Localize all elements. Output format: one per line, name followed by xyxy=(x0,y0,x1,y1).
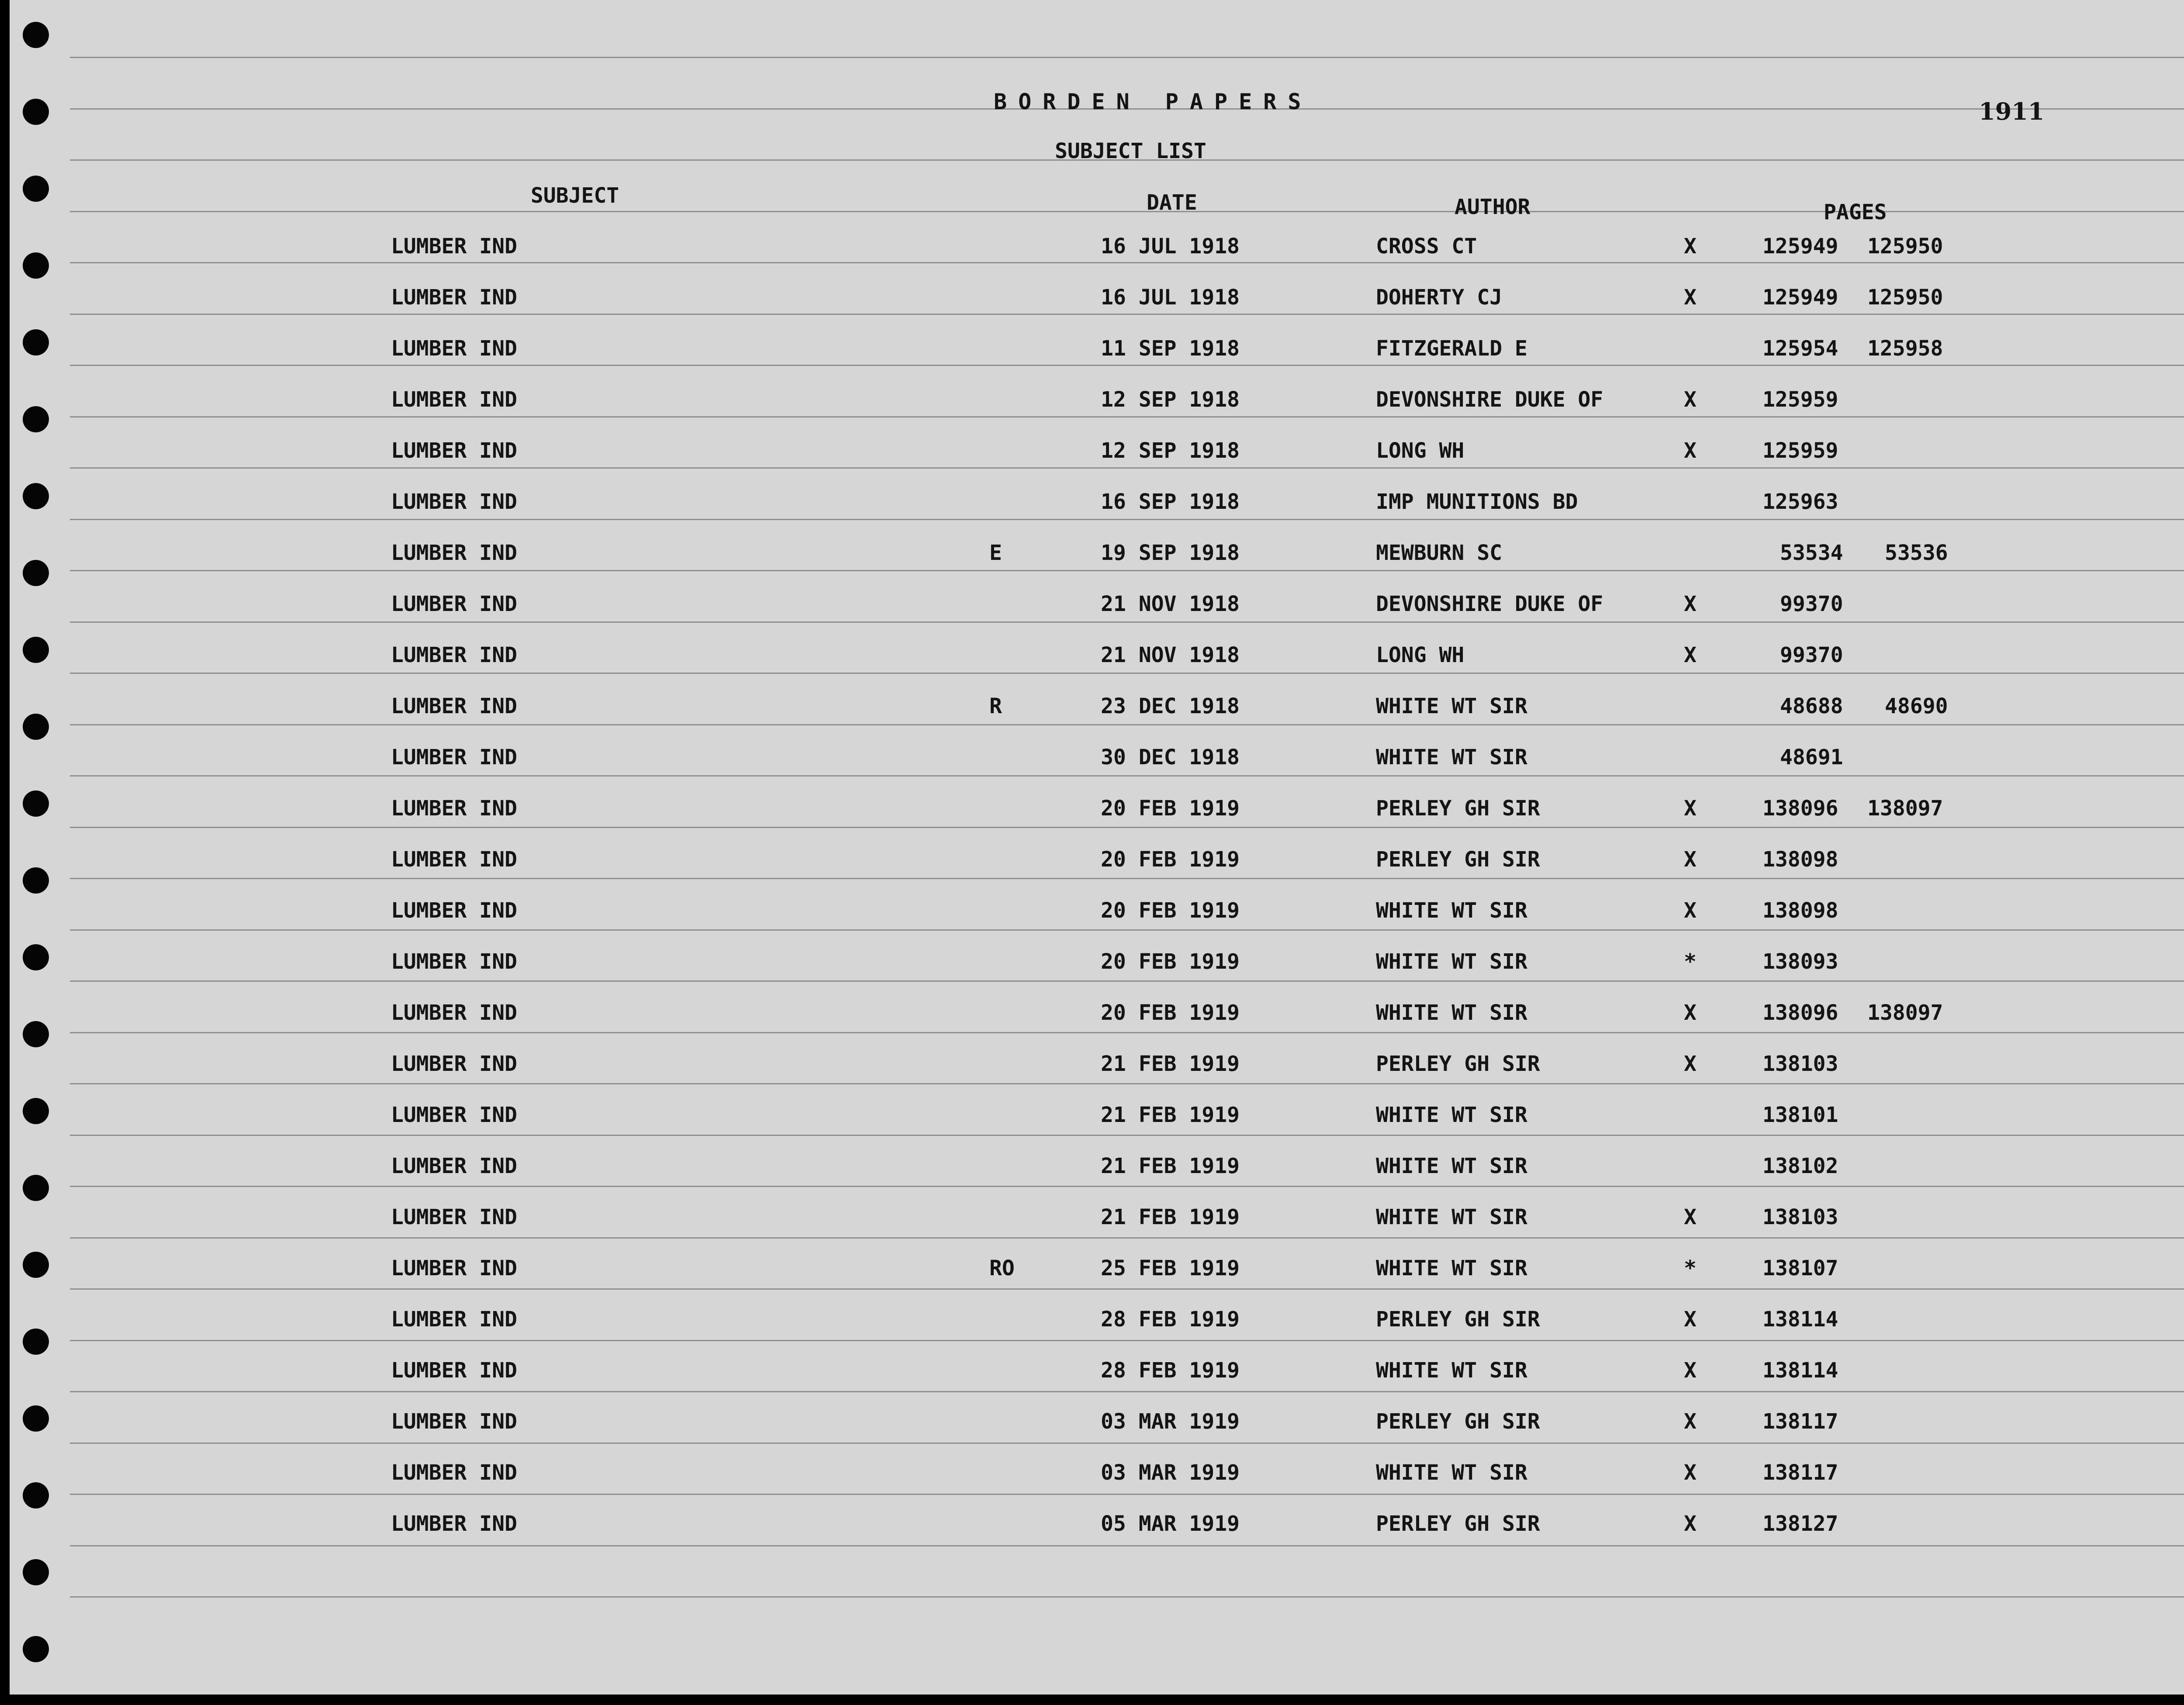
author-cell: PERLEY GH SIR xyxy=(1376,847,1540,872)
ruled-line xyxy=(70,1083,2184,1084)
mark-cell: X xyxy=(1684,1358,1697,1383)
mark-cell: X xyxy=(1684,847,1697,872)
feed-hole xyxy=(23,176,49,202)
date-cell: 21 FEB 1919 xyxy=(1101,1154,1240,1178)
mark-cell: X xyxy=(1684,285,1697,310)
subject-cell: LUMBER IND xyxy=(391,949,517,974)
mark-cell: X xyxy=(1684,438,1697,463)
author-cell: WHITE WT SIR xyxy=(1376,1358,1527,1383)
page-end-cell: 125950 xyxy=(1867,234,1943,259)
ruled-line xyxy=(70,827,2184,828)
ruled-line xyxy=(70,519,2184,520)
author-cell: WHITE WT SIR xyxy=(1376,1460,1527,1485)
table-row xyxy=(0,849,2184,875)
ruled-line xyxy=(70,673,2184,674)
ruled-line xyxy=(70,878,2184,879)
date-cell: 19 SEP 1918 xyxy=(1101,541,1240,565)
ruled-line xyxy=(70,929,2184,931)
ruled-line xyxy=(70,1596,2184,1598)
ruled-line xyxy=(70,1135,2184,1136)
code-cell: R xyxy=(989,694,1002,718)
page-start-cell: 138098 xyxy=(1762,847,1838,872)
mark-cell: X xyxy=(1684,1460,1697,1485)
page-end-cell: 138097 xyxy=(1867,1001,1943,1025)
mark-cell: * xyxy=(1684,1256,1697,1280)
date-cell: 28 FEB 1919 xyxy=(1101,1307,1240,1332)
date-cell: 20 FEB 1919 xyxy=(1101,1001,1240,1025)
table-row xyxy=(0,338,2184,364)
mark-cell: * xyxy=(1684,949,1697,974)
mark-cell: X xyxy=(1684,1001,1697,1025)
author-cell: PERLEY GH SIR xyxy=(1376,1052,1540,1076)
subject-cell: LUMBER IND xyxy=(391,1205,517,1229)
table-row xyxy=(0,1002,2184,1029)
author-cell: WHITE WT SIR xyxy=(1376,1256,1527,1280)
mark-cell: X xyxy=(1684,796,1697,821)
ruled-line xyxy=(70,262,2184,263)
table-row xyxy=(0,1053,2184,1080)
page-start-cell: 48691 xyxy=(1780,745,1843,770)
code-cell: RO xyxy=(989,1256,1015,1280)
ruled-line xyxy=(70,1494,2184,1495)
table-row xyxy=(0,389,2184,415)
page-start-cell: 138098 xyxy=(1762,898,1838,923)
column-header-author: AUTHOR xyxy=(1455,195,1531,219)
mark-cell: X xyxy=(1684,1205,1697,1229)
page-start-cell: 138096 xyxy=(1762,1001,1838,1025)
page-start-cell: 138114 xyxy=(1762,1307,1838,1332)
ruled-line xyxy=(70,1545,2184,1546)
ruled-line xyxy=(70,775,2184,777)
subject-cell: LUMBER IND xyxy=(391,387,517,412)
date-cell: 12 SEP 1918 xyxy=(1101,438,1240,463)
table-row xyxy=(0,696,2184,722)
date-cell: 21 NOV 1918 xyxy=(1101,643,1240,667)
page-start-cell: 138101 xyxy=(1762,1103,1838,1127)
table-row xyxy=(0,1104,2184,1131)
page-start-cell: 138102 xyxy=(1762,1154,1838,1178)
subject-cell: LUMBER IND xyxy=(391,1001,517,1025)
table-row xyxy=(0,1411,2184,1437)
column-header-subject: SUBJECT xyxy=(531,183,619,208)
page-start-cell: 125959 xyxy=(1762,438,1838,463)
ruled-line xyxy=(70,980,2184,982)
page-start-cell: 138093 xyxy=(1762,949,1838,974)
author-cell: WHITE WT SIR xyxy=(1376,898,1527,923)
page-start-cell: 125963 xyxy=(1762,490,1838,514)
subject-cell: LUMBER IND xyxy=(391,1460,517,1485)
column-header-pages: PAGES xyxy=(1824,200,1887,224)
date-cell: 25 FEB 1919 xyxy=(1101,1256,1240,1280)
author-cell: LONG WH xyxy=(1376,438,1465,463)
table-row xyxy=(0,1258,2184,1284)
ruled-line xyxy=(70,365,2184,366)
author-cell: DOHERTY CJ xyxy=(1376,285,1502,310)
page-end-cell: 48690 xyxy=(1885,694,1948,718)
author-cell: PERLEY GH SIR xyxy=(1376,796,1540,821)
ruled-line xyxy=(70,1391,2184,1392)
date-cell: 20 FEB 1919 xyxy=(1101,796,1240,821)
ruled-line xyxy=(70,1443,2184,1444)
author-cell: IMP MUNITIONS BD xyxy=(1376,490,1578,514)
date-cell: 03 MAR 1919 xyxy=(1101,1460,1240,1485)
page-start-cell: 125954 xyxy=(1762,336,1838,361)
author-cell: DEVONSHIRE DUKE OF xyxy=(1376,592,1603,616)
table-row xyxy=(0,542,2184,569)
table-row xyxy=(0,645,2184,671)
page-start-cell: 138107 xyxy=(1762,1256,1838,1280)
date-cell: 16 JUL 1918 xyxy=(1101,285,1240,310)
ruled-line xyxy=(70,570,2184,571)
feed-hole xyxy=(23,22,49,48)
code-cell: E xyxy=(989,541,1002,565)
table-row xyxy=(0,287,2184,313)
subject-cell: LUMBER IND xyxy=(391,847,517,872)
page-start-cell: 138096 xyxy=(1762,796,1838,821)
date-cell: 21 FEB 1919 xyxy=(1101,1052,1240,1076)
subject-cell: LUMBER IND xyxy=(391,1409,517,1434)
ruled-line xyxy=(70,314,2184,315)
document-subtitle: SUBJECT LIST xyxy=(1055,139,1206,163)
mark-cell: X xyxy=(1684,234,1697,259)
author-cell: WHITE WT SIR xyxy=(1376,1103,1527,1127)
page-start-cell: 53534 xyxy=(1780,541,1843,565)
table-row xyxy=(0,900,2184,926)
table-row xyxy=(0,798,2184,824)
author-cell: MEWBURN SC xyxy=(1376,541,1502,565)
table-row xyxy=(0,1207,2184,1233)
table-row xyxy=(0,440,2184,466)
mark-cell: X xyxy=(1684,1052,1697,1076)
subject-cell: LUMBER IND xyxy=(391,1052,517,1076)
feed-hole xyxy=(23,1559,49,1585)
ruled-line xyxy=(70,467,2184,469)
page-start-cell: 138127 xyxy=(1762,1512,1838,1536)
author-cell: WHITE WT SIR xyxy=(1376,694,1527,718)
table-row xyxy=(0,491,2184,518)
page-start-cell: 125959 xyxy=(1762,387,1838,412)
author-cell: WHITE WT SIR xyxy=(1376,1154,1527,1178)
table-row xyxy=(0,594,2184,620)
subject-cell: LUMBER IND xyxy=(391,1512,517,1536)
subject-cell: LUMBER IND xyxy=(391,490,517,514)
table-row xyxy=(0,1360,2184,1386)
ruled-line xyxy=(70,1237,2184,1239)
table-row xyxy=(0,747,2184,773)
subject-cell: LUMBER IND xyxy=(391,592,517,616)
date-cell: 21 FEB 1919 xyxy=(1101,1103,1240,1127)
ruled-line xyxy=(70,1032,2184,1033)
date-cell: 20 FEB 1919 xyxy=(1101,847,1240,872)
page-start-cell: 125949 xyxy=(1762,285,1838,310)
table-row xyxy=(0,1309,2184,1335)
table-row xyxy=(0,1462,2184,1488)
table-row xyxy=(0,951,2184,977)
date-cell: 21 FEB 1919 xyxy=(1101,1205,1240,1229)
page-start-cell: 138103 xyxy=(1762,1052,1838,1076)
page-end-cell: 125958 xyxy=(1867,336,1943,361)
subject-cell: LUMBER IND xyxy=(391,1358,517,1383)
ruled-line xyxy=(70,416,2184,418)
feed-hole xyxy=(23,99,49,125)
table-row xyxy=(0,1156,2184,1182)
subject-cell: LUMBER IND xyxy=(391,234,517,259)
ruled-line xyxy=(70,1288,2184,1290)
subject-cell: LUMBER IND xyxy=(391,438,517,463)
mark-cell: X xyxy=(1684,1409,1697,1434)
date-cell: 28 FEB 1919 xyxy=(1101,1358,1240,1383)
page-end-cell: 138097 xyxy=(1867,796,1943,821)
author-cell: CROSS CT xyxy=(1376,234,1477,259)
table-row xyxy=(0,1513,2184,1539)
mark-cell: X xyxy=(1684,1512,1697,1536)
subject-cell: LUMBER IND xyxy=(391,541,517,565)
document-title: BORDEN PAPERS xyxy=(994,89,1313,114)
subject-cell: LUMBER IND xyxy=(391,796,517,821)
page-start-cell: 99370 xyxy=(1780,592,1843,616)
author-cell: LONG WH xyxy=(1376,643,1465,667)
mark-cell: X xyxy=(1684,643,1697,667)
author-cell: WHITE WT SIR xyxy=(1376,1205,1527,1229)
ruled-line xyxy=(70,1186,2184,1187)
page-start-cell: 138117 xyxy=(1762,1409,1838,1434)
date-cell: 12 SEP 1918 xyxy=(1101,387,1240,412)
author-cell: DEVONSHIRE DUKE OF xyxy=(1376,387,1603,412)
page-end-cell: 53536 xyxy=(1885,541,1948,565)
subject-cell: LUMBER IND xyxy=(391,1154,517,1178)
author-cell: PERLEY GH SIR xyxy=(1376,1307,1540,1332)
feed-hole xyxy=(23,1636,49,1662)
subject-cell: LUMBER IND xyxy=(391,643,517,667)
author-cell: WHITE WT SIR xyxy=(1376,1001,1527,1025)
mark-cell: X xyxy=(1684,1307,1697,1332)
date-cell: 23 DEC 1918 xyxy=(1101,694,1240,718)
page-start-cell: 99370 xyxy=(1780,643,1843,667)
date-cell: 21 NOV 1918 xyxy=(1101,592,1240,616)
subject-cell: LUMBER IND xyxy=(391,745,517,770)
subject-cell: LUMBER IND xyxy=(391,336,517,361)
date-cell: 03 MAR 1919 xyxy=(1101,1409,1240,1434)
ruled-line xyxy=(70,621,2184,623)
date-cell: 16 SEP 1918 xyxy=(1101,490,1240,514)
page-start-cell: 125949 xyxy=(1762,234,1838,259)
page-start-cell: 138117 xyxy=(1762,1460,1838,1485)
page-end-cell: 125950 xyxy=(1867,285,1943,310)
page-start-cell: 138103 xyxy=(1762,1205,1838,1229)
mark-cell: X xyxy=(1684,898,1697,923)
subject-cell: LUMBER IND xyxy=(391,694,517,718)
author-cell: FITZGERALD E xyxy=(1376,336,1527,361)
column-header-date: DATE xyxy=(1147,190,1197,215)
page-start-cell: 48688 xyxy=(1780,694,1843,718)
author-cell: PERLEY GH SIR xyxy=(1376,1409,1540,1434)
subject-cell: LUMBER IND xyxy=(391,1256,517,1280)
table-row xyxy=(0,236,2184,262)
page-start-cell: 138114 xyxy=(1762,1358,1838,1383)
mark-cell: X xyxy=(1684,592,1697,616)
date-cell: 11 SEP 1918 xyxy=(1101,336,1240,361)
date-cell: 20 FEB 1919 xyxy=(1101,949,1240,974)
subject-cell: LUMBER IND xyxy=(391,1307,517,1332)
author-cell: PERLEY GH SIR xyxy=(1376,1512,1540,1536)
date-cell: 20 FEB 1919 xyxy=(1101,898,1240,923)
author-cell: WHITE WT SIR xyxy=(1376,745,1527,770)
author-cell: WHITE WT SIR xyxy=(1376,949,1527,974)
subject-cell: LUMBER IND xyxy=(391,898,517,923)
subject-cell: LUMBER IND xyxy=(391,285,517,310)
ruled-line xyxy=(70,57,2184,58)
date-cell: 05 MAR 1919 xyxy=(1101,1512,1240,1536)
year-label: 1911 xyxy=(1979,97,2045,125)
ruled-line xyxy=(70,1340,2184,1341)
date-cell: 30 DEC 1918 xyxy=(1101,745,1240,770)
ruled-line xyxy=(70,724,2184,725)
mark-cell: X xyxy=(1684,387,1697,412)
date-cell: 16 JUL 1918 xyxy=(1101,234,1240,259)
subject-cell: LUMBER IND xyxy=(391,1103,517,1127)
